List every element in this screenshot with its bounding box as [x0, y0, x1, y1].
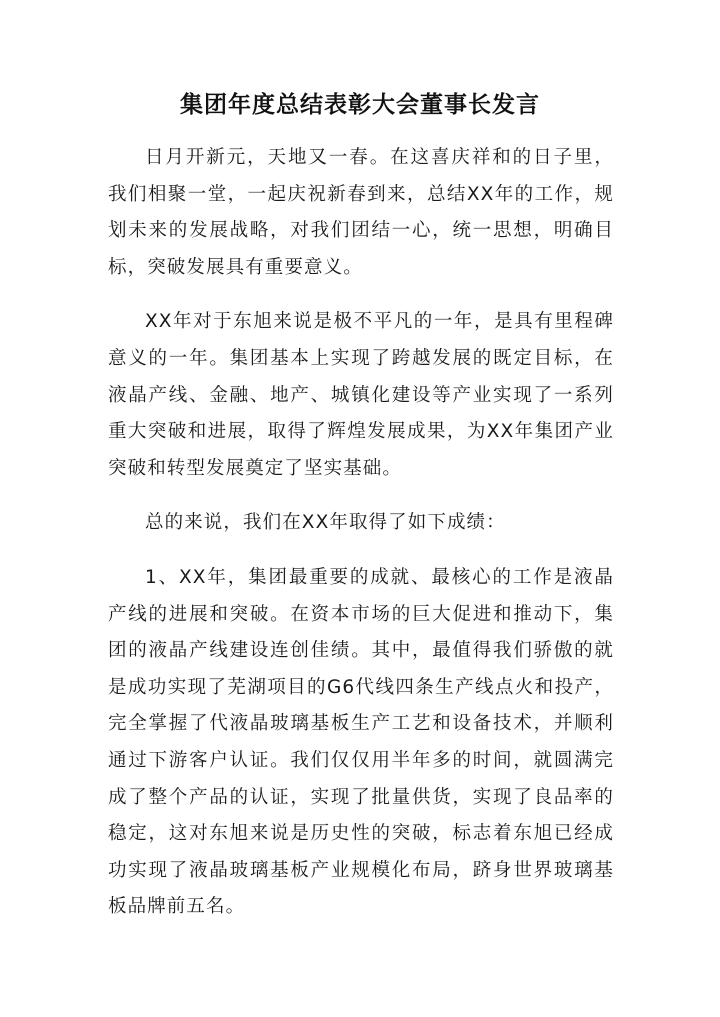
paragraph-opening: 日月开新元，天地又一春。在这喜庆祥和的日子里，我们相聚一堂，一起庆祝新春到来，总结XX年的工作，规划未来的发展战略，对我们团结一心，统一思想，明确目标，突破发展具有重要意义。 [108, 147, 614, 278]
paragraph-achievement-1: 1、XX年，集团最重要的成就、最核心的工作是液晶产线的进展和突破。在资本市场的巨大促进和推动下，集团的液晶产线建设连创佳绩。其中，最值得我们骄傲的就是成功实现了芜湖项目的G6代线四条生产线点火和投产，完全掌握了代液晶玻璃基板生产工艺和设备技术，并顺利通过下游客户认证。我们仅仅用半年多的时间，就圆满完成了整个产品的认证，实现了批量供货，实现了良品率的稳定，这对东旭来说是历史性的突破，标志着东旭已经成功实现了液晶玻璃基板产业规模化布局，跻身世界玻璃基板品牌前五名。 [108, 566, 614, 918]
paragraph-year-review: XX年对于东旭来说是极不平凡的一年，是具有里程碑意义的一年。集团基本上实现了跨越发展的既定目标，在液晶产线、金融、地产、城镇化建设等产业实现了一系列重大突破和进展，取得了辉煌发展成果，为XX年集团产业突破和转型发展奠定了坚实基础。 [108, 311, 614, 479]
document-title: 集团年度总结表彰大会董事长发言 [180, 91, 540, 118]
document-body [108, 140, 614, 944]
paragraph-summary-intro: 总的来说，我们在XX年取得了如下成绩： [145, 512, 506, 534]
